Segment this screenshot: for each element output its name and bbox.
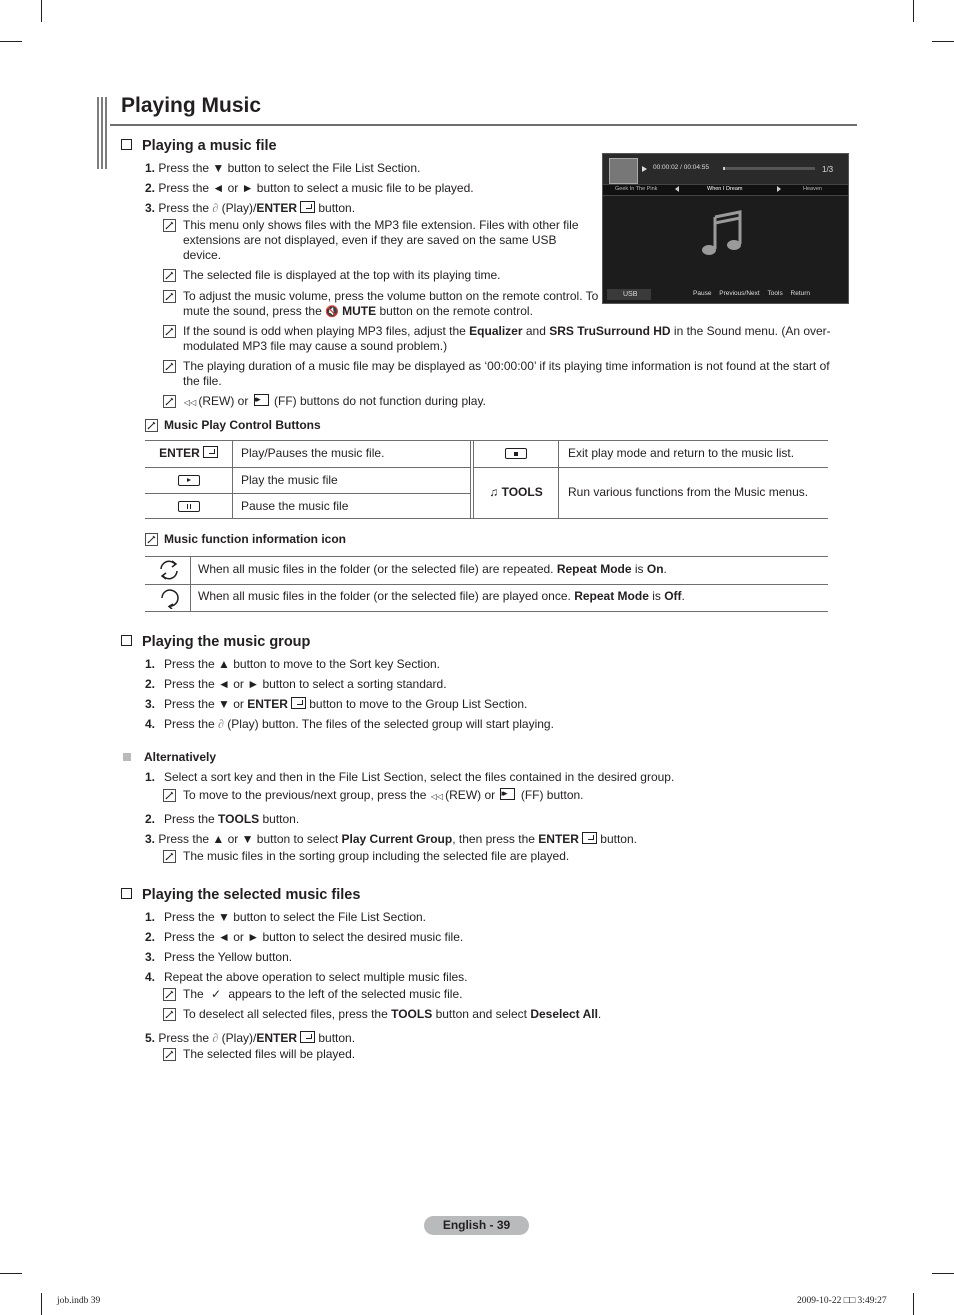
step-3: 3. Press the ∂ (Play)/ENTER button. <box>145 201 356 215</box>
enter-icon <box>300 1031 315 1043</box>
crop-mark <box>913 0 914 22</box>
ff-icon <box>500 788 515 800</box>
note: The ✓ appears to the left of the selected music file. <box>163 987 848 1003</box>
enter-icon <box>291 697 306 709</box>
usb-source-label: USB <box>607 289 651 300</box>
checkbox-bullet-icon <box>121 888 132 899</box>
enter-icon <box>582 832 597 844</box>
music-player-screenshot <box>602 153 849 304</box>
alt-step-1: 1. Select a sort key and then in the File List Section, select the files contained in the desired group. <box>145 770 675 784</box>
note-pencil-icon <box>163 988 176 1001</box>
note-pencil-icon <box>163 360 176 373</box>
current-track: When I Dream <box>707 186 743 192</box>
note: To deselect all selected files, press the TOOLS button and select Deselect All. <box>163 1007 848 1023</box>
next-arrow-icon <box>777 186 781 192</box>
pause-button-icon <box>178 501 200 512</box>
alt-step-2: 2. Press the TOOLS button. <box>145 812 300 826</box>
function-icon-table <box>145 556 828 612</box>
ff-icon <box>254 394 269 406</box>
crop-mark <box>41 1293 42 1315</box>
tools-key: ♫ TOOLS <box>489 485 543 499</box>
step-1: 1. Press the ▼ button to select the File List Section. <box>145 161 421 175</box>
help-return: Return <box>790 290 811 297</box>
note: This menu only shows files with the MP3 file extension. Files with other file extensions are not displayed, even if they are saved on the same USB device. <box>163 218 848 263</box>
file-count: 1/3 <box>822 165 834 174</box>
help-pause: Pause <box>693 290 712 297</box>
note-pencil-icon <box>163 1008 176 1021</box>
crop-mark <box>0 41 22 42</box>
note-pencil-icon <box>163 290 176 303</box>
note: To adjust the music volume, press the volume button on the remote control. To mute the sound, press the 🔇 MUTE button on the remote control. <box>163 289 848 319</box>
repeat-off-desc: When all music files in the folder (or the selected file) are played once. Repeat Mode is Off. <box>198 589 685 603</box>
play-symbol-icon: ∂ <box>212 201 219 215</box>
control-buttons-table <box>145 440 828 519</box>
step-3: 3. Press the ▼ or ENTER button to move to the Group List Section. <box>145 697 528 711</box>
step-2: 2. Press the ◄ or ► button to select a sorting standard. <box>145 677 447 691</box>
note: ◁◁ (REW) or ▸▸ (FF) buttons do not function during play. <box>163 394 848 410</box>
note-pencil-icon <box>163 395 176 408</box>
section-heading-selected-files: Playing the selected music files <box>121 886 360 904</box>
title-accent-bar <box>97 97 107 169</box>
next-track: Heaven <box>803 186 822 192</box>
control-desc: Pause the music file <box>241 499 349 513</box>
slug-file: job.indb 39 <box>57 1296 101 1306</box>
play-key <box>145 474 232 489</box>
crop-mark <box>932 41 954 42</box>
crop-mark <box>41 0 42 22</box>
control-desc: Exit play mode and return to the music list. <box>568 446 795 460</box>
step-5: 5. Press the ∂ (Play)/ENTER button. <box>145 1031 356 1045</box>
track-strip <box>603 184 848 196</box>
control-desc: Play/Pauses the music file. <box>241 446 385 460</box>
enter-icon <box>203 446 218 458</box>
crop-mark <box>0 1273 22 1274</box>
repeat-off-icon <box>157 587 181 609</box>
note: If the sound is odd when playing MP3 files, adjust the Equalizer and SRS TruSurround HD in the Sound menu. (An over-modulated MP3 file may cause a sound problem.) <box>163 324 848 354</box>
previous-arrow-icon <box>675 186 679 192</box>
note: The selected file is displayed at the top with its playing time. <box>163 268 848 284</box>
progress-bar <box>723 167 815 170</box>
title-rule <box>110 124 857 126</box>
square-bullet-icon <box>123 753 131 761</box>
note-pencil-icon <box>163 789 176 802</box>
note-pencil-icon <box>163 325 176 338</box>
mute-icon: 🔇 <box>325 306 339 318</box>
repeat-on-icon <box>157 559 181 581</box>
crop-mark <box>932 1273 954 1274</box>
step-4: 4. Press the ∂ (Play) button. The files of the selected group will start playing. <box>145 717 554 731</box>
step-3: 3. Press the Yellow button. <box>145 950 293 964</box>
tools-icon: ♫ <box>489 485 499 499</box>
alt-step-3: 3. Press the ▲ or ▼ button to select Play Current Group, then press the ENTER button. <box>145 832 637 846</box>
note: To move to the previous/next group, press the ◁◁ (REW) or ▸▸ (FF) button. <box>163 788 848 804</box>
step-4: 4. Repeat the above operation to select multiple music files. <box>145 970 468 984</box>
pause-key <box>145 500 232 515</box>
slug-date: 2009-10-22 □□ 3:49:27 <box>797 1296 887 1306</box>
checkbox-bullet-icon <box>121 635 132 646</box>
note: The music files in the sorting group including the selected file are played. <box>163 849 848 865</box>
note-pencil-icon <box>163 850 176 863</box>
repeat-on-desc: When all music files in the folder (or the selected file) are repeated. Repeat Mode is On. <box>198 562 667 576</box>
note-pencil-icon <box>163 219 176 232</box>
help-bar <box>687 289 810 298</box>
enter-icon <box>300 201 315 213</box>
enter-key: ENTER <box>145 446 232 461</box>
step-1: 1. Press the ▼ button to select the File List Section. <box>145 910 427 924</box>
stop-button-icon <box>505 448 527 459</box>
rew-icon: ◁◁ <box>184 398 197 407</box>
section-heading-music-file: Playing a music file <box>121 137 277 155</box>
alternatively-heading: Alternatively <box>123 750 216 765</box>
page-number-label: English - 39 <box>424 1216 529 1235</box>
play-time: 00:00:02 / 00:04:55 <box>653 164 710 171</box>
prev-track: Geek In The Pink <box>615 186 658 192</box>
note-pencil-icon <box>163 1048 176 1061</box>
note-pencil-icon <box>145 533 158 546</box>
stop-key <box>474 447 558 462</box>
play-button-icon <box>178 475 200 486</box>
step-2: 2. Press the ◄ or ► button to select the desired music file. <box>145 930 464 944</box>
page-title: Playing Music <box>121 94 262 117</box>
play-symbol-icon: ∂ <box>218 717 224 731</box>
control-desc: Play the music file <box>241 473 338 487</box>
note: The selected files will be played. <box>163 1047 848 1063</box>
section-heading-music-group: Playing the music group <box>121 633 310 651</box>
album-thumbnail <box>609 158 638 184</box>
crop-mark <box>913 1293 914 1315</box>
note-pencil-icon <box>163 269 176 282</box>
step-1: 1. Press the ▲ button to move to the Sort key Section. <box>145 657 441 671</box>
help-previous-next: Previous/Next <box>719 290 760 297</box>
control-desc: Run various functions from the Music menus. <box>568 485 809 499</box>
rew-icon: ◁◁ <box>430 792 444 801</box>
play-indicator-icon <box>642 166 647 172</box>
step-2: 2. Press the ◄ or ► button to select a music file to be played. <box>145 181 474 195</box>
music-note-icon <box>698 208 748 258</box>
note-pencil-icon <box>145 419 158 432</box>
check-mark-icon: ✓ <box>210 987 222 1001</box>
help-tools: Tools <box>767 290 783 297</box>
note: The playing duration of a music file may be displayed as ‘00:00:00’ if its playing time information is not found at the start of the file. <box>163 359 848 389</box>
play-symbol-icon: ∂ <box>212 1031 219 1045</box>
checkbox-bullet-icon <box>121 139 132 150</box>
progress-fill <box>723 167 725 170</box>
